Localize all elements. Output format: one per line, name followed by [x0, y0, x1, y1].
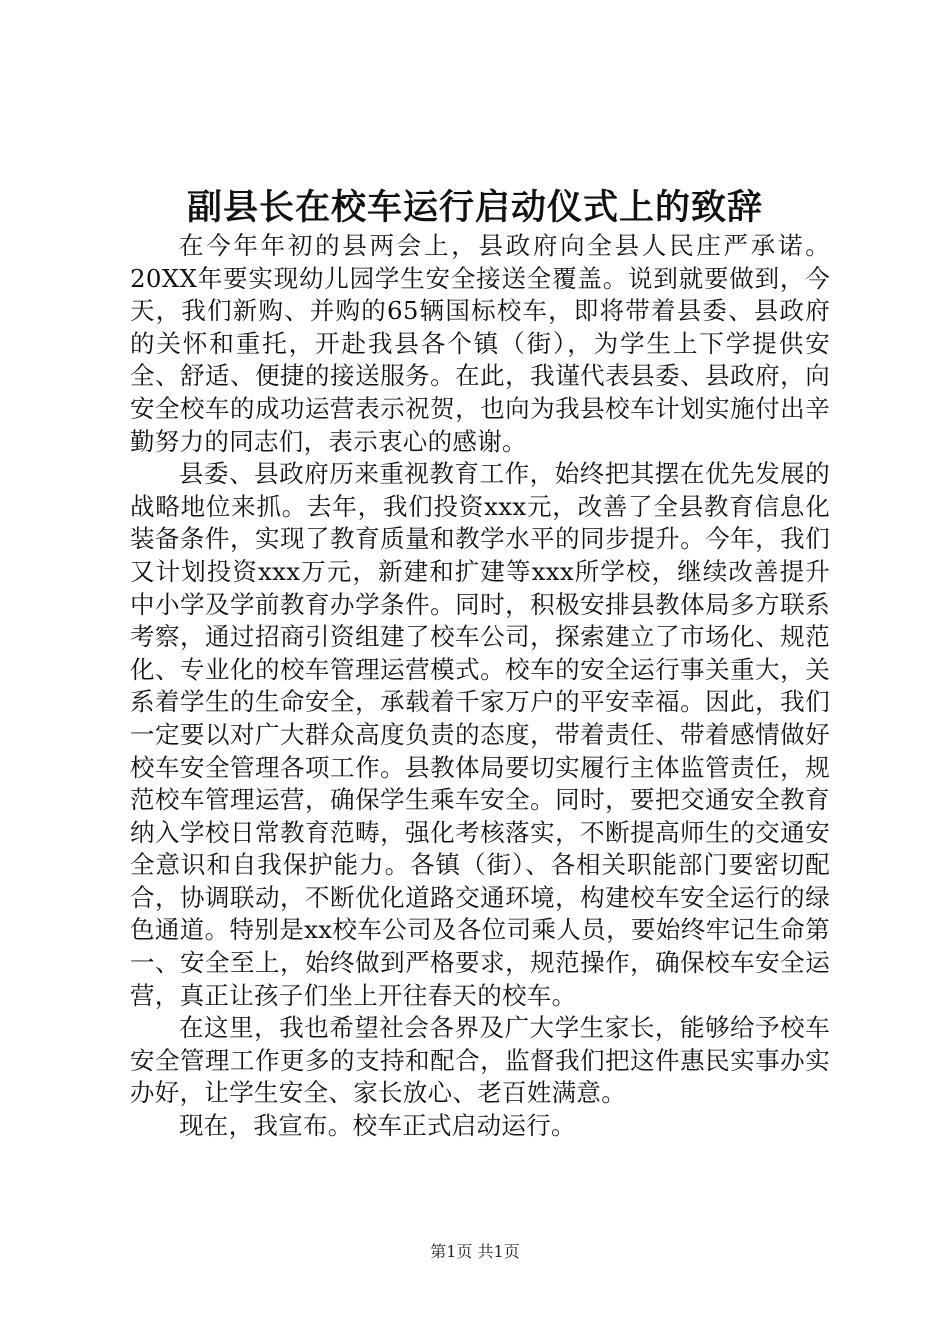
document-title: 副县长在校车运行启动仪式上的致辞: [186, 187, 763, 228]
paragraph-1: 在今年年初的县两会上，县政府向全县人民庄严承诺。20XX年要实现幼儿园学生安全接送全覆盖。说到就要做到，今天，我们新购、并购的65辆国标校车，即将带着县委、县政府的关怀和重托，开赴我县各个镇（街），为学生上下学提供安全、舒适、便捷的接送服务。在此，我谨代表县委、县政府，向安全校车的成功运营表示祝贺，也向为我县校车计划实施付出辛勤努力的同志们，表示衷心的感谢。: [130, 231, 830, 456]
paragraph-2: 县委、县政府历来重视教育工作，始终把其摆在优先发展的战略地位来抓。去年，我们投资xxx元，改善了全县教育信息化装备条件，实现了教育质量和教学水平的同步提升。今年，我们又计划投资xxx万元，新建和扩建等xxx所学校，继续改善提升中小学及学前教育办学条件。同时，积极安排县教体局多方联系考察，通过招商引资组建了校车公司，探索建立了市场化、规范化、专业化的校车管理运营模式。校车的安全运行事关重大，关系着学生的生命安全，承载着千家万户的平安幸福。因此，我们一定要以对广大群众高度负责的态度，带着责任、带着感情做好校车安全管理各项工作。县教体局要切实履行主体监管责任，规范校车管理运营，确保学生乘车安全。同时，要把交通安全教育纳入学校日常教育范畴，强化考核落实，不断提高师生的交通安全意识和自我保护能力。各镇（街）、各相关职能部门要密切配合，协调联动，不断优化道路交通环境，构建校车安全运行的绿色通道。特别是xx校车公司及各位司乘人员，要始终牢记生命第一、安全至上，始终做到严格要求，规范操作，确保校车安全运营，真正让孩子们坐上开往春天的校车。: [130, 459, 830, 1010]
paragraph-3: 在这里，我也希望社会各界及广大学生家长，能够给予校车安全管理工作更多的支持和配合，监督我们把这件惠民实事办实办好，让学生安全、家长放心、老百姓满意。: [130, 1013, 830, 1108]
document-body: [130, 230, 830, 1143]
page-footer: 第1页 共1页: [430, 1242, 520, 1261]
paragraph-4: 现在，我宣布。校车正式启动运行。: [179, 1111, 576, 1141]
